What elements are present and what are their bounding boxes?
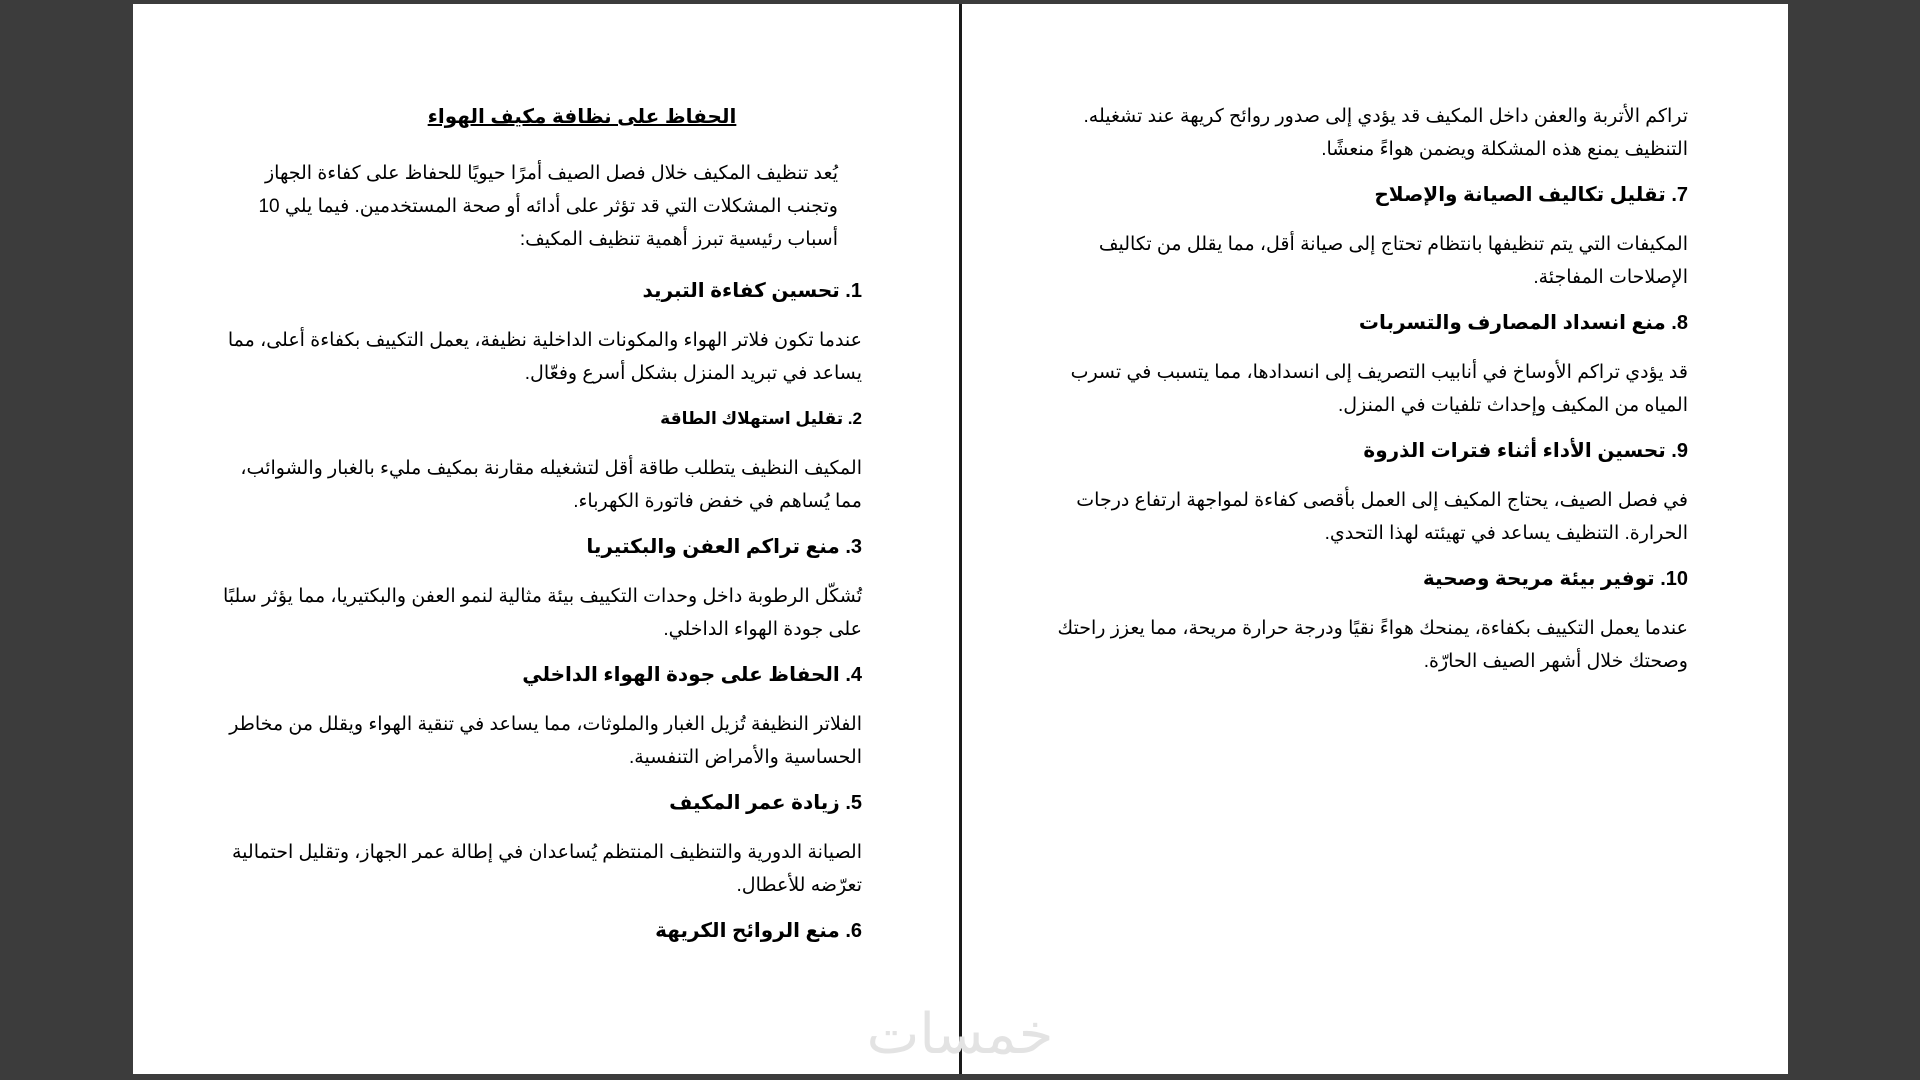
section-heading: 10. توفير بيئة مريحة وصحية (1422, 568, 1688, 590)
section-heading: 4. الحفاظ على جودة الهواء الداخلي (522, 664, 862, 686)
intro-paragraph: يُعد تنظيف المكيف خلال فصل الصيف أمرًا حيويًا للحفاظ على كفاءة الجهاز وتجنب المشكلات التي قد تؤثر على أدائه أو صحة المستخدمين. فيما يلي 10 أسباب رئيسية تبرز أهمية تنظيف المكيف: (258, 163, 838, 250)
section-heading: 2. تقليل استهلاك الطاقة (660, 409, 862, 428)
watermark-logo: خمسات (866, 1002, 1054, 1067)
section-heading: 7. تقليل تكاليف الصيانة والإصلاح (1374, 184, 1688, 206)
section-heading: 3. منع تراكم العفن والبكتيريا (586, 536, 862, 558)
left-column (222, 100, 862, 964)
section-heading: 1. تحسين كفاءة التبريد (642, 280, 862, 302)
section-body: في فصل الصيف، يحتاج المكيف إلى العمل بأقصى كفاءة لمواجهة ارتفاع درجات الحرارة. التنظيف يساعد في تهيئته لهذا التحدي. (1076, 490, 1688, 544)
section-body: قد يؤدي تراكم الأوساخ في أنابيب التصريف إلى انسدادها، مما يتسبب في تسرب المياه من المكيف وإحداث تلفيات في المنزل. (1070, 362, 1688, 416)
section-heading: 5. زيادة عمر المكيف (669, 792, 862, 814)
page-left (133, 4, 959, 1074)
right-column (1048, 100, 1688, 692)
section-body: المكيف النظيف يتطلب طاقة أقل لتشغيله مقارنة بمكيف مليء بالغبار والشوائب، مما يُساهم في خفض فاتورة الكهرباء. (240, 458, 862, 512)
section-body: الصيانة الدورية والتنظيف المنتظم يُساعدان في إطالة عمر الجهاز، وتقليل احتمالية تعرّضه للأعطال. (231, 842, 862, 896)
section-heading: 9. تحسين الأداء أثناء فترات الذروة (1363, 440, 1688, 462)
section-body: عندما يعمل التكييف بكفاءة، يمنحك هواءً نقيًا ودرجة حرارة مريحة، مما يعزز راحتك وصحتك خلال أشهر الصيف الحارّة. (1057, 618, 1688, 672)
section-body: المكيفات التي يتم تنظيفها بانتظام تحتاج إلى صيانة أقل، مما يقلل من تكاليف الإصلاحات المفاجئة. (1098, 234, 1688, 288)
section-body: عندما تكون فلاتر الهواء والمكونات الداخلية نظيفة، يعمل التكييف بكفاءة أعلى، مما يساعد في تبريد المنزل بشكل أسرع وفعّال. (227, 330, 862, 384)
document-title: الحفاظ على نظافة مكيف الهواء (427, 106, 737, 128)
page-right (962, 4, 1788, 1074)
section-heading: 6. منع الروائح الكريهة (655, 920, 862, 942)
section-body: تُشكّل الرطوبة داخل وحدات التكييف بيئة مثالية لنمو العفن والبكتيريا، مما يؤثر سلبًا على جودة الهواء الداخلي. (223, 586, 862, 640)
continuation-paragraph: تراكم الأتربة والعفن داخل المكيف قد يؤدي إلى صدور روائح كريهة عند تشغيله. التنظيف يمنع هذه المشكلة ويضمن هواءً منعشًا. (1083, 106, 1688, 160)
section-body: الفلاتر النظيفة تُزيل الغبار والملوثات، مما يساعد في تنقية الهواء ويقلل من مخاطر الحساسية والأمراض التنفسية. (229, 714, 862, 768)
section-heading: 8. منع انسداد المصارف والتسربات (1358, 312, 1688, 334)
